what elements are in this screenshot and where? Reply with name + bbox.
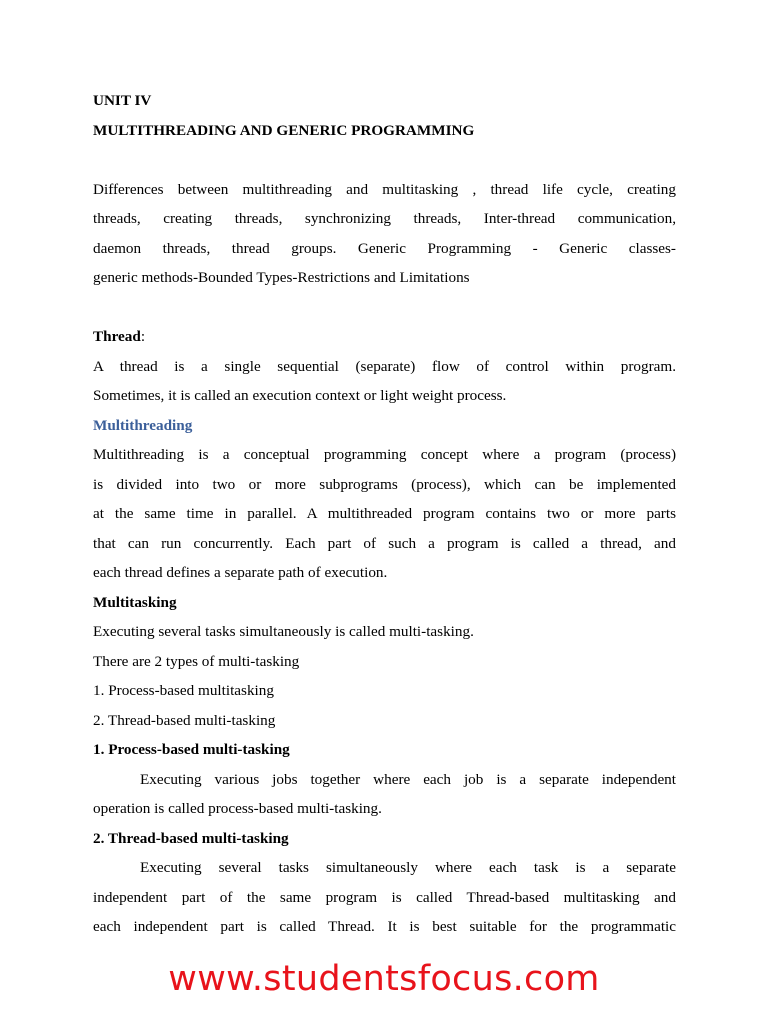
syllabus-line: daemon threads, thread groups. Generic Programming - Generic classes- [93,239,676,257]
spacer [93,145,676,175]
watermark-url: www.studentsfocus.com [168,959,600,999]
thread-line: A thread is a single sequential (separate) flow of control within program. [93,357,676,375]
syllabus-line: Differences between multithreading and multitasking , thread life cycle, creating [93,180,676,198]
process-based-line: Executing various jobs together where each job is a separate independent [140,770,676,788]
spacer [93,293,676,323]
multithreading-paragraph [93,440,676,588]
multithreading-heading: Multithreading [93,416,193,434]
multithreading-line: each thread defines a separate path of execution. [93,564,388,581]
thread-heading [93,322,676,352]
document-page [93,86,676,942]
syllabus-line: threads, creating threads, synchronizing threads, Inter-thread communication, [93,210,676,227]
thread-paragraph [93,352,676,411]
process-based-line: operation is called process-based multi-tasking. [93,800,382,817]
unit-title: MULTITHREADING AND GENERIC PROGRAMMING [93,121,475,139]
process-based-paragraph [93,765,676,824]
multithreading-line: Multithreading is a conceptual programming concept where a program (process) [93,446,676,463]
multithreading-line: is divided into two or more subprograms (process), which can be implemented [93,475,676,493]
process-based-heading: 1. Process-based multi-tasking [93,741,290,758]
syllabus-paragraph [93,175,676,293]
thread-based-heading: 2. Thread-based multi-tasking [93,829,289,847]
thread-based-paragraph [93,853,676,942]
thread-based-line: each independent part is called Thread. It is best suitable for the programmatic [93,918,676,935]
multitasking-definition: Executing several tasks simultaneously is called multi-tasking. [93,623,474,640]
unit-label: UNIT IV [93,92,152,109]
multitasking-heading: Multitasking [93,593,177,611]
thread-based-line: independent part of the same program is called Thread-based multitasking and [93,888,676,906]
multitasking-type-item: 2. Thread-based multi-tasking [93,711,276,729]
thread-line: Sometimes, it is called an execution context or light weight process. [93,387,507,404]
thread-heading-text: Thread [93,328,141,345]
thread-heading-colon: : [140,328,146,345]
multithreading-line: that can run concurrently. Each part of such a program is called a thread, and [93,534,676,552]
multitasking-types-intro: There are 2 types of multi-tasking [93,652,300,670]
multithreading-line: at the same time in parallel. A multithreaded program contains two or more parts [93,505,676,522]
syllabus-line: generic methods-Bounded Types-Restrictions and Limitations [93,269,470,286]
multitasking-type-item: 1. Process-based multitasking [93,682,274,699]
thread-based-line: Executing several tasks simultaneously where each task is a separate [140,859,676,876]
